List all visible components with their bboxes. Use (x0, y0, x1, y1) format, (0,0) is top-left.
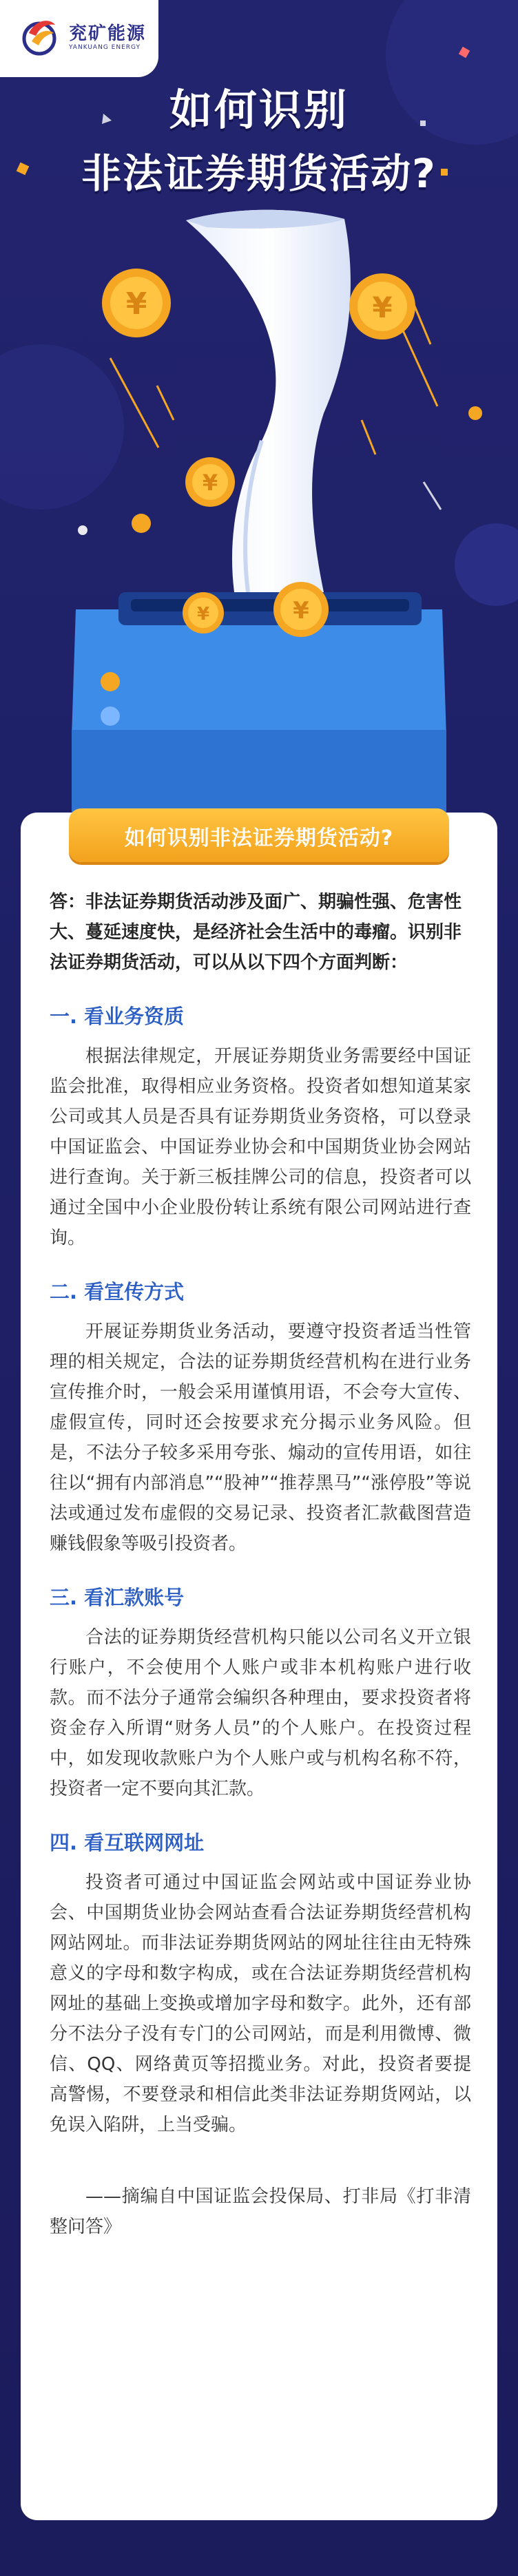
page-title-line1: 如何识别 (169, 85, 349, 135)
section-heading-website: 四. 看互联网网址 (50, 1831, 205, 1854)
answer-intro: 答：非法证券期货活动涉及面广、期骗性强、危害性大、蔓延速度快，是经济社会生活中的毒瘤。识别非法证券期货活动，可以从以下四个方面判断： (50, 892, 462, 973)
question-banner-text: 如何识别非法证券期货活动? (124, 826, 394, 850)
section-body-remittance: 合法的证券期货经营机构只能以公司名义开立银行账户，不会使用个人账户或非本机构账户进行收款。而不法分子通常会编织各种理由，要求投资者将资金存入所谓“财务人员”的个人账户。在投资过程中，如发现收款账户为个人账户或与机构名称不符，投资者一定不要向其汇款。 (50, 1627, 471, 1799)
section-heading-promotion: 二. 看宣传方式 (50, 1280, 185, 1303)
page-title-line2: 非法证券期货活动? (81, 150, 437, 197)
svg-text:¥: ¥ (293, 597, 309, 625)
source-attribution: ——摘编自中国证监会投保局、打非局《打非清整问答》 (50, 2186, 471, 2237)
section-body-website: 投资者可通过中国证监会网站或中国证券业协会、中国期货业协会网站查看合法证券期货经营机构网站网址。而非法证券期货网站的网址往往由无特殊意义的字母和数字构成，或在合法证券期货经营机构网址的基础上变换或增加字母和数字。此外，还有部分不法分子没有专门的公司网站，而是利用微博、微信、QQ、网络黄页等招揽业务。对此，投资者要提高警惕，不要登录和相信此类非法证券期货网站，以免误入陷阱，上当受骗。 (50, 1872, 471, 2135)
article-body (50, 887, 471, 2242)
svg-text:¥: ¥ (125, 286, 147, 322)
svg-text:¥: ¥ (202, 470, 218, 496)
brand-name-en: YANKUANG ENERGY (69, 44, 141, 51)
brand-mark-icon (15, 12, 63, 61)
brand-logo (0, 0, 158, 77)
svg-text:¥: ¥ (196, 604, 210, 625)
svg-text:¥: ¥ (372, 291, 393, 324)
section-heading-remittance: 三. 看汇款账号 (50, 1586, 185, 1609)
section-body-promotion: 开展证券期货业务活动，要遵守投资者适当性管理的相关规定，合法的证券期货经营机构在进行业务宣传推介时，一般会采用谨慎用语，不会夸大宣传、虚假宣传，同时还会按要求充分揭示业务风险。但是，不法分子较多采用夸张、煽动的宣传用语，如往往以“拥有内部消息”“股神”“推荐黑马”“涨停股”等说法或通过发布虚假的交易记录、投资者汇款截图营造赚钱假象等吸引投资者。 (50, 1321, 471, 1554)
section-heading-qualification: 一. 看业务资质 (50, 1005, 185, 1028)
brand-name: 兖矿能源 (69, 23, 147, 44)
section-body-qualification: 根据法律规定，开展证券期货业务需要经中国证监会批准，取得相应业务资格。投资者如想知道某家公司或其人员是否具有证券期货业务资格，可以登录中国证监会、中国证券业协会和中国期货业协会网站进行查询。关于新三板挂牌公司的信息，投资者可以通过全国中小企业股份转让系统有限公司网站进行查询。 (50, 1046, 471, 1248)
question-banner (69, 808, 449, 862)
